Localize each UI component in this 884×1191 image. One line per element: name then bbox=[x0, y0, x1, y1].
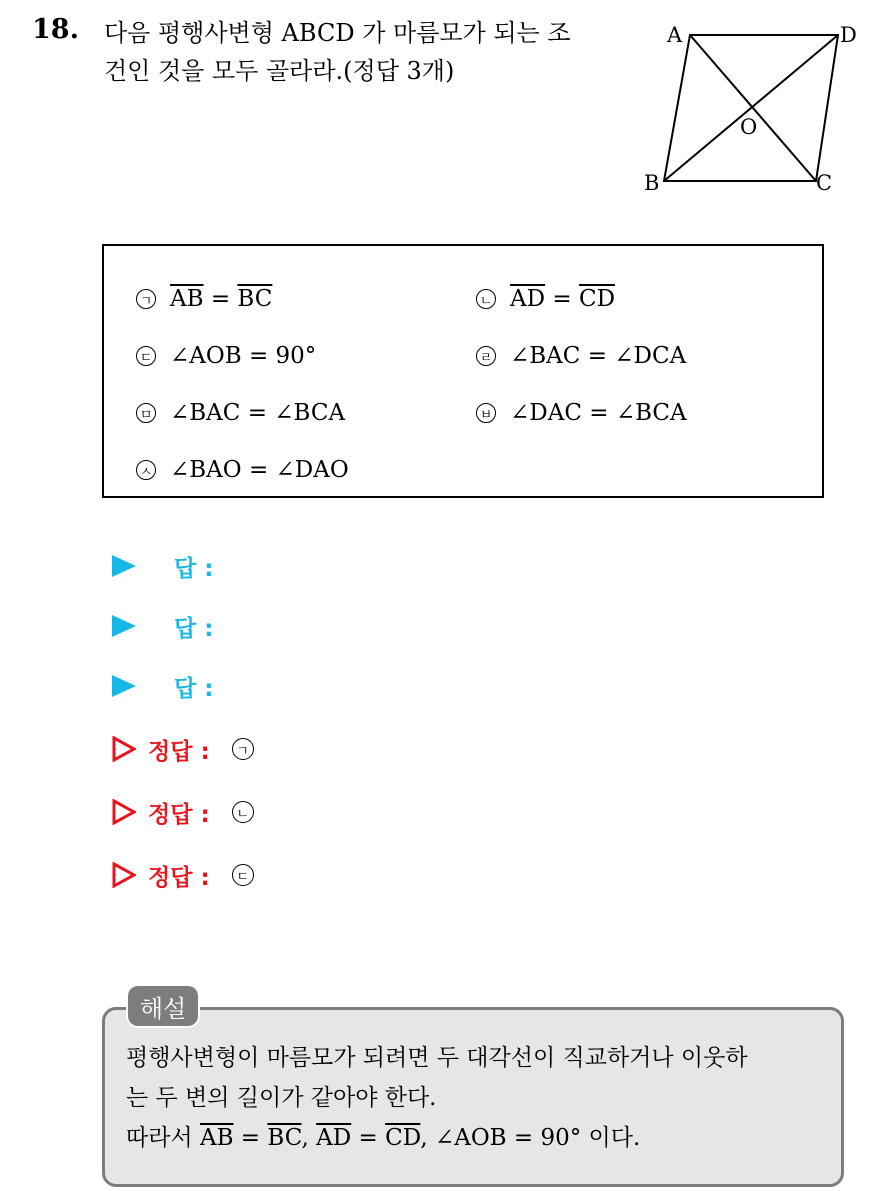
choice-expression bbox=[170, 286, 272, 312]
overlined-segment: $\overline{AD}$ bbox=[510, 286, 546, 312]
explanation-line-3 bbox=[126, 1118, 836, 1158]
answer-label: 답 : bbox=[174, 615, 214, 642]
choice-expression bbox=[510, 343, 686, 369]
triangle-outline-icon bbox=[112, 799, 136, 825]
choice-item[interactable] bbox=[476, 343, 686, 369]
choice-marker: ㄷ bbox=[136, 346, 156, 366]
diagonal-ac bbox=[690, 35, 816, 181]
vertex-label-b: B bbox=[644, 171, 660, 195]
overlined-segment: $\overline{CD}$ bbox=[578, 286, 616, 312]
correct-answer-value: ㄱ bbox=[232, 738, 254, 760]
parallelogram-diagram bbox=[640, 18, 870, 198]
play-icon bbox=[112, 555, 136, 577]
question-text bbox=[104, 14, 624, 90]
correct-answer-value: ㄷ bbox=[232, 864, 254, 886]
vertex-label-d: D bbox=[840, 23, 857, 47]
explanation-text bbox=[126, 1038, 836, 1158]
choice-item[interactable] bbox=[476, 400, 687, 426]
choice-item[interactable] bbox=[136, 400, 345, 426]
choice-expression bbox=[510, 286, 615, 312]
choice-expression bbox=[170, 400, 345, 426]
choice-item[interactable] bbox=[136, 457, 349, 483]
math-text: ∠BAC = ∠DCA bbox=[510, 343, 687, 369]
math-text: = bbox=[351, 1125, 386, 1151]
overlined-segment: $\overline{AB}$ bbox=[170, 286, 204, 312]
play-icon bbox=[112, 615, 136, 637]
answer-label: 답 : bbox=[174, 675, 214, 702]
diagonal-bd bbox=[664, 35, 838, 181]
answer-label: 답 : bbox=[174, 555, 214, 582]
math-text: ∠BAO = ∠DAO bbox=[170, 457, 349, 483]
correct-answer-row bbox=[112, 729, 254, 769]
question-line-2: 건인 것을 모두 골라라.(정답 3개) bbox=[104, 57, 455, 85]
explanation-tab: 해설 bbox=[128, 986, 198, 1026]
correct-answer-label: 정답 : bbox=[148, 801, 210, 828]
answer-row[interactable] bbox=[112, 546, 213, 586]
choices-box bbox=[102, 244, 824, 498]
math-text: 따라서 bbox=[126, 1125, 200, 1151]
explanation-line-2: 는 두 변의 길이가 같아야 한다. bbox=[126, 1085, 437, 1111]
overlined-segment: $\overline{CD}$ bbox=[385, 1125, 421, 1151]
choice-item[interactable] bbox=[476, 286, 615, 312]
triangle-outline-icon bbox=[112, 862, 136, 888]
choice-marker: ㅁ bbox=[136, 403, 156, 423]
center-label-o: O bbox=[740, 115, 758, 139]
correct-answer-row bbox=[112, 855, 254, 895]
answer-row[interactable] bbox=[112, 666, 213, 706]
vertex-label-a: A bbox=[667, 23, 683, 47]
correct-answer-value: ㄴ bbox=[232, 801, 254, 823]
math-text: ∠AOB = 90° bbox=[170, 343, 317, 369]
overlined-segment: $\overline{AD}$ bbox=[316, 1125, 352, 1151]
math-text: = bbox=[545, 286, 579, 312]
answer-row[interactable] bbox=[112, 606, 213, 646]
math-text: = bbox=[233, 1125, 268, 1151]
parallelogram-figure bbox=[640, 18, 870, 198]
math-text: = bbox=[203, 286, 238, 312]
overlined-segment: $\overline{BC}$ bbox=[237, 286, 273, 312]
math-text: , bbox=[301, 1125, 317, 1151]
play-icon bbox=[112, 675, 136, 697]
vertex-label-c: C bbox=[816, 171, 833, 195]
choice-item[interactable] bbox=[136, 343, 316, 369]
overlined-segment: $\overline{BC}$ bbox=[267, 1125, 302, 1151]
correct-answer-label: 정답 : bbox=[148, 864, 210, 891]
question-number: 18. bbox=[32, 14, 79, 45]
math-text: ∠DAC = ∠BCA bbox=[510, 400, 687, 426]
choice-marker: ㄴ bbox=[476, 289, 496, 309]
choice-expression bbox=[510, 400, 687, 426]
triangle-outline-icon bbox=[112, 736, 136, 762]
choice-expression bbox=[170, 457, 349, 483]
choice-marker: ㄹ bbox=[476, 346, 496, 366]
math-text: , ∠AOB = 90° 이다. bbox=[420, 1125, 641, 1151]
choice-marker: ㅅ bbox=[136, 460, 156, 480]
choice-expression bbox=[170, 343, 316, 369]
overlined-segment: $\overline{AB}$ bbox=[199, 1125, 234, 1151]
correct-answer-label: 정답 : bbox=[148, 738, 210, 765]
math-text: ∠BAC = ∠BCA bbox=[170, 400, 346, 426]
choice-marker: ㄱ bbox=[136, 289, 156, 309]
explanation-line-1: 평행사변형이 마름모가 되려면 두 대각선이 직교하거나 이웃하 bbox=[126, 1045, 748, 1071]
choice-item[interactable] bbox=[136, 286, 272, 312]
correct-answer-row bbox=[112, 792, 254, 832]
choice-marker: ㅂ bbox=[476, 403, 496, 423]
question-line-1: 다음 평행사변형 ABCD 가 마름모가 되는 조 bbox=[104, 19, 571, 47]
